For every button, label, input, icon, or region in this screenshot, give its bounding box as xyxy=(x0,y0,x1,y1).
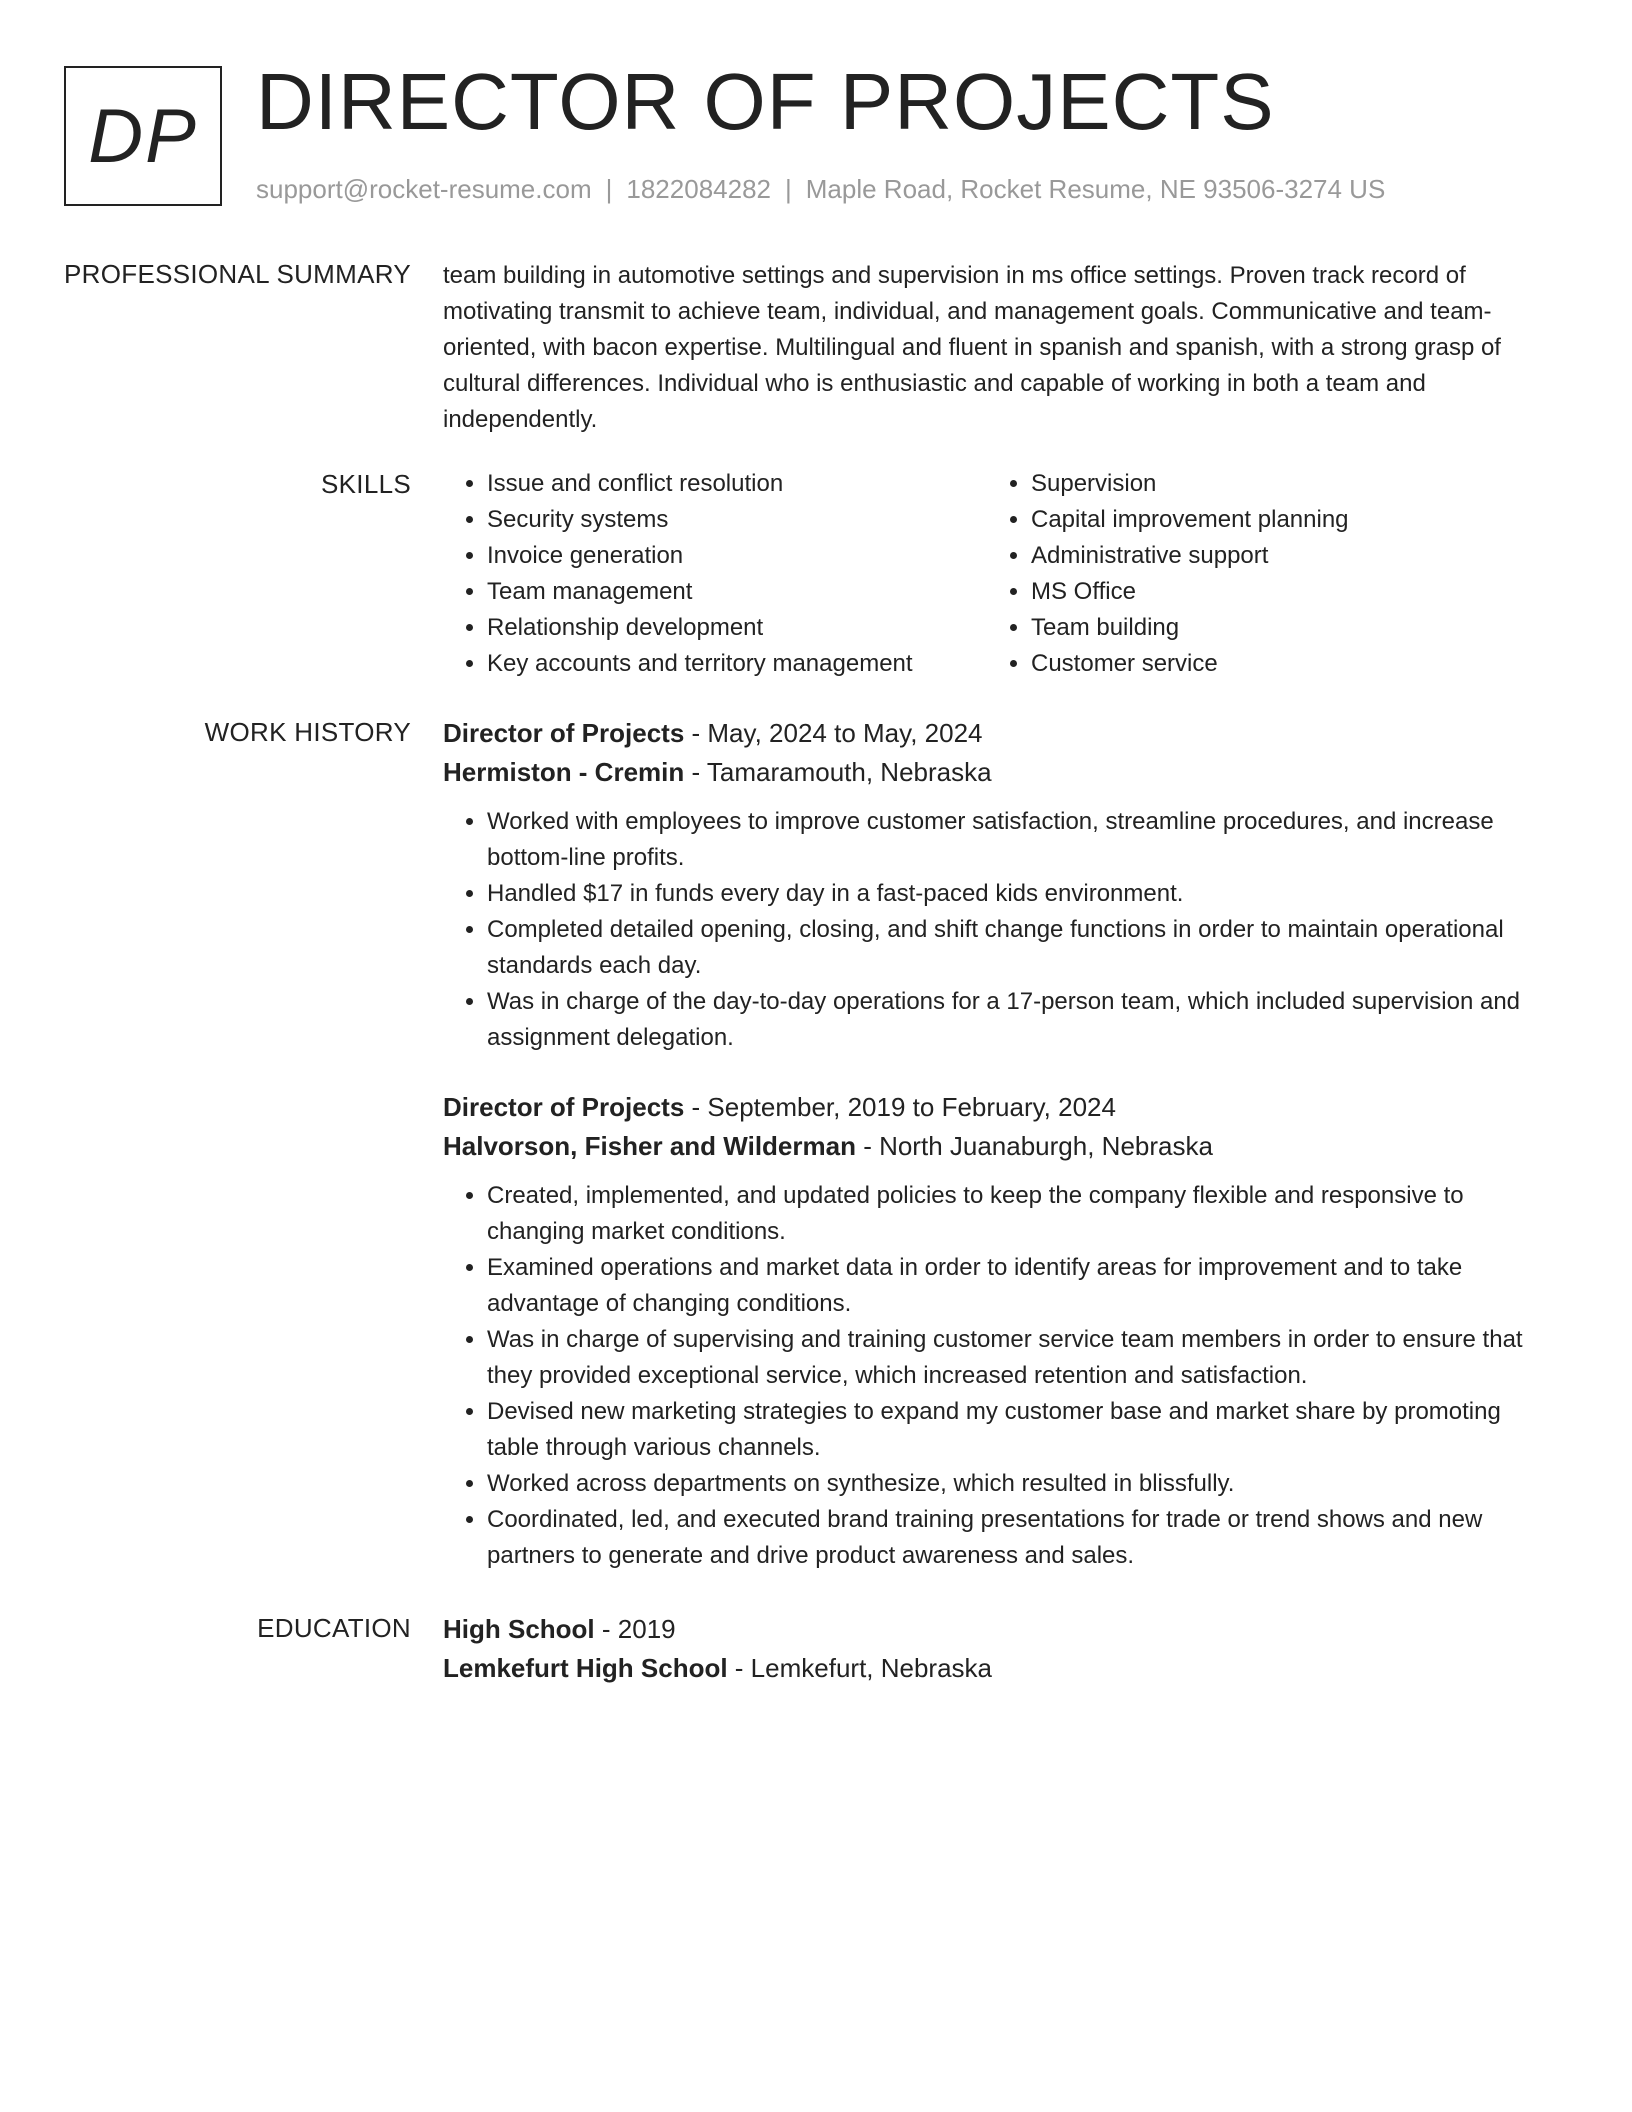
page-title: DIRECTOR OF PROJECTS xyxy=(256,57,1275,146)
list-item: • Was in charge of the day-to-day operations for a 17-person team, which included supervision and assignment delegation. xyxy=(487,984,1555,1056)
separator: | xyxy=(785,174,792,204)
skills-body xyxy=(443,466,1555,682)
list-item: • Relationship development xyxy=(487,610,987,646)
list-item: • Customer service xyxy=(1031,646,1531,682)
work-body xyxy=(443,714,1555,1574)
job-location: - Tamaramouth, Nebraska xyxy=(684,757,992,787)
list-item: • Administrative support xyxy=(1031,538,1531,574)
job-entry xyxy=(443,1088,1555,1574)
job-location: - North Juanaburgh, Nebraska xyxy=(855,1131,1213,1161)
job-title-line xyxy=(443,714,1555,753)
list-item: • Invoice generation xyxy=(487,538,987,574)
monogram-logo: DP xyxy=(64,66,222,206)
list-item: • MS Office xyxy=(1031,574,1531,610)
contact-line xyxy=(256,172,1385,206)
job-dates: - May, 2024 to May, 2024 xyxy=(684,718,983,748)
job-bullets xyxy=(443,1178,1555,1574)
job-dates: - September, 2019 to February, 2024 xyxy=(684,1092,1116,1122)
job-title-line xyxy=(443,1088,1555,1127)
list-item: • Key accounts and territory management xyxy=(487,646,987,682)
job-title: Director of Projects xyxy=(443,718,685,748)
list-item: • Issue and conflict resolution xyxy=(487,466,987,502)
list-item: • Devised new marketing strategies to expand my customer base and market share by promoting table through various channels. xyxy=(487,1394,1555,1466)
list-item: • Completed detailed opening, closing, and shift change functions in order to maintain operational standards each day. xyxy=(487,912,1555,984)
summary-text: team building in automotive settings and supervision in ms office settings. Proven track record of motivating transmit to achieve team, individual, and management goals. Communicative and team-oriented, with bacon expertise. Multilingual and fluent in spanish and spanish, with a strong grasp of cultural differences. Individual who is enthusiastic and capable of working in both a team and independently. xyxy=(443,262,1501,433)
job-company-line xyxy=(443,1127,1555,1166)
school-name: Lemkefurt High School xyxy=(443,1653,728,1683)
section-title-education: EDUCATION xyxy=(257,1613,411,1643)
summary-body xyxy=(443,256,1555,438)
list-item: • Worked with employees to improve customer satisfaction, streamline procedures, and increase bottom-line profits. xyxy=(487,804,1555,876)
job-company-line xyxy=(443,753,1555,792)
list-item: • Team management xyxy=(487,574,987,610)
section-title-work: WORK HISTORY xyxy=(204,717,411,747)
separator: | xyxy=(605,174,613,204)
school-line xyxy=(443,1649,1555,1688)
list-item: • Examined operations and market data in order to identify areas for improvement and to take advantage of changing conditions. xyxy=(487,1250,1555,1322)
list-item: • Capital improvement planning xyxy=(1031,502,1531,538)
skills-list-left xyxy=(443,466,987,682)
degree-line xyxy=(443,1610,1555,1649)
phone-text: 1822084282 xyxy=(626,174,771,204)
job-entry xyxy=(443,714,1555,1056)
job-company: Halvorson, Fisher and Wilderman xyxy=(443,1131,856,1161)
job-bullets xyxy=(443,804,1555,1056)
education-year: - 2019 xyxy=(594,1614,676,1644)
education-body xyxy=(443,1610,1555,1688)
email-text: support@rocket-resume.com xyxy=(256,174,592,204)
skills-list-right xyxy=(987,466,1531,682)
list-item: • Worked across departments on synthesize, which resulted in blissfully. xyxy=(487,1466,1555,1502)
list-item: • Team building xyxy=(1031,610,1531,646)
school-location: - Lemkefurt, Nebraska xyxy=(727,1653,993,1683)
section-title-skills: SKILLS xyxy=(321,469,411,499)
section-title-summary: PROFESSIONAL SUMMARY xyxy=(64,259,411,289)
list-item: • Coordinated, led, and executed brand training presentations for trade or trend shows and new partners to generate and drive product awareness and sales. xyxy=(487,1502,1555,1574)
list-item: • Handled $17 in funds every day in a fast-paced kids environment. xyxy=(487,876,1555,912)
list-item: • Created, implemented, and updated policies to keep the company flexible and responsive to changing market conditions. xyxy=(487,1178,1555,1250)
degree: High School xyxy=(443,1614,595,1644)
job-company: Hermiston - Cremin xyxy=(443,757,685,787)
job-title: Director of Projects xyxy=(443,1092,685,1122)
list-item: • Supervision xyxy=(1031,466,1531,502)
list-item: • Was in charge of supervising and training customer service team members in order to ensure that they provided exceptional service, which increased retention and satisfaction. xyxy=(487,1322,1555,1394)
address-text: Maple Road, Rocket Resume, NE 93506-3274 US xyxy=(805,174,1386,204)
list-item: • Security systems xyxy=(487,502,987,538)
